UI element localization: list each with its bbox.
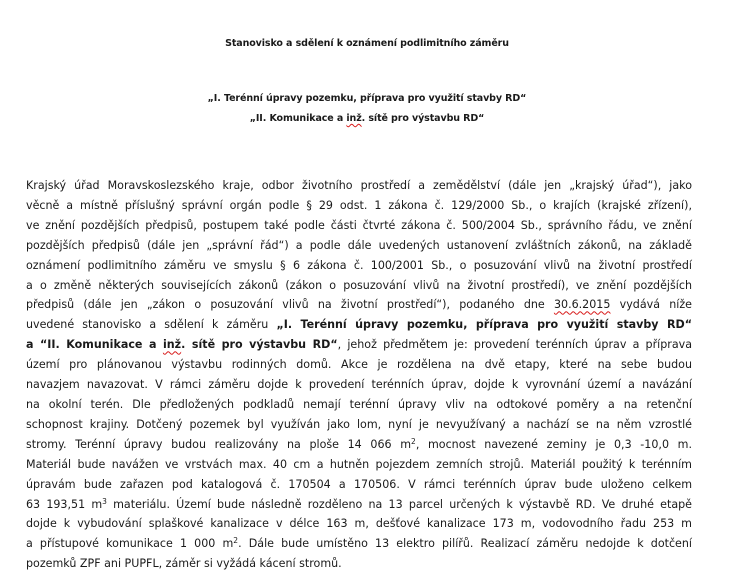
spellcheck-word: inž [162,338,182,352]
text-run: . Dále bude umístěno 13 elektro pilířů. Realizací záměru nedojde k dotčení [238,537,692,551]
paragraph-line: pozemků ZPF ani PUPFL, záměr si vyžádá kácení stromů. [26,557,342,571]
superscript: 2 [233,536,239,546]
paragraph-line [26,295,692,315]
text-run: uvedené stanovisko a sdělení k záměru [26,318,277,332]
paragraph-line: věcně a místně příslušný správní orgán podle § 29 odst. 1 zákona č. 129/2000 Sb., o krajích (krajské zřízení), [26,198,692,212]
project-name-bold: . sítě pro výstavbu RD“ [181,338,338,352]
text-run: a přístupové komunikace 1 000 m [26,537,234,551]
paragraph-line: ve znění pozdějších předpisů, postupem také podle části čtvrté zákona č. 500/2004 Sb., správního řádu, ve znění [26,218,692,232]
submission-date: 30.6.2015 [553,298,611,312]
document-heading: Stanovisko a sdělení k oznámení podlimitního záměru [225,38,509,49]
text-run: předpisů (dále jen „zákon o posuzování vlivů na životní prostředí“), podaného dne [26,298,554,312]
paragraph-line: území pro plánovanou výstavbu rodinných domů. Akce je rozdělena na dvě etapy, které na sebe budou [26,358,692,372]
project-title-line-1: „I. Terénní úpravy pozemku, příprava pro využití stavby RD“ [207,93,527,104]
text-run: , jehož předmětem je: provedení terénních úprav a příprava [337,338,692,352]
superscript: 2 [411,436,416,446]
paragraph-line: Krajský úřad Moravskoslezského kraje, odbor životního prostředí a zemědělství (dále jen „krajský úřad“), jako [26,179,692,192]
paragraph-line: a o změně některých souvisejících zákonů (zákon o posuzování vlivů na životní prostředí), ve znění pozdějších [26,278,692,292]
paragraph-line [26,534,692,554]
paragraph-line [26,435,692,455]
text-run: stromy. Terénní úpravy budou realizovány na ploše 14 066 m [26,437,412,451]
paragraph-line [26,495,692,515]
text-run: 63 193,51 m [26,497,103,511]
paragraph-line: oznámení podlimitního záměru ve smyslu § 6 zákona č. 100/2001 Sb., o posuzování vlivů na životní prostředí [26,258,692,272]
paragraph-line: navazjem navazovat. V rámci záměru dojde k provedení terénních úprav, dojde k vyrovnání území a navázání [26,378,692,392]
project-name-bold: „I. Terénní úpravy pozemku, příprava pro využití stavby RD“ [276,318,692,332]
paragraph-line: dojde k vybudování splaškové kanalizace v délce 163 m, dešťové kanalizace 173 m, vodovodního řadu 253 m [26,517,692,531]
text-run: materiálu. Území bude následně rozděleno na 13 parcel určených k výstavbě RD. Ve druhé etapě [106,497,692,511]
paragraph-line: pozdějších předpisů (dále jen „správní řád“) a podle dále uvedených ustanovení zvláštních zákonů, na základě [26,238,692,252]
project-name-bold: a “II. Komunikace a [26,338,163,352]
text-run: , mocnost navezené zeminy je 0,3 -10,0 m. [415,437,692,451]
paragraph-line [26,335,692,355]
paragraph-line: na okolní terén. Dle předložených podkladů nemají terénní úpravy vliv na odtokové poměry a na retenční [26,397,692,411]
superscript: 3 [102,496,107,506]
paragraph-line: úpravám bude zařazen pod katalogová č. 170504 a 170506. V rámci terénních úprav bude uloženo celkem [26,477,692,491]
paragraph-line [26,315,692,335]
title-text: . sítě pro výstavbu RD“ [361,113,485,124]
project-title-line-2 [0,113,734,124]
paragraph-line: schopnost krajiny. Dotčený pozemek byl využíván jako lom, nyní je nevyužívaný a nachází se na něm vzrostlé [26,417,692,431]
paragraph-line: Materiál bude navážen ve vrstvách max. 40 cm a hutněn pojezdem zemních strojů. Materiál použitý k terénním [26,457,692,471]
title-text: „II. Komunikace a [249,113,347,124]
spellcheck-word: inž [346,113,362,124]
text-run: vydává níže [610,298,692,312]
body-paragraph [26,176,692,574]
